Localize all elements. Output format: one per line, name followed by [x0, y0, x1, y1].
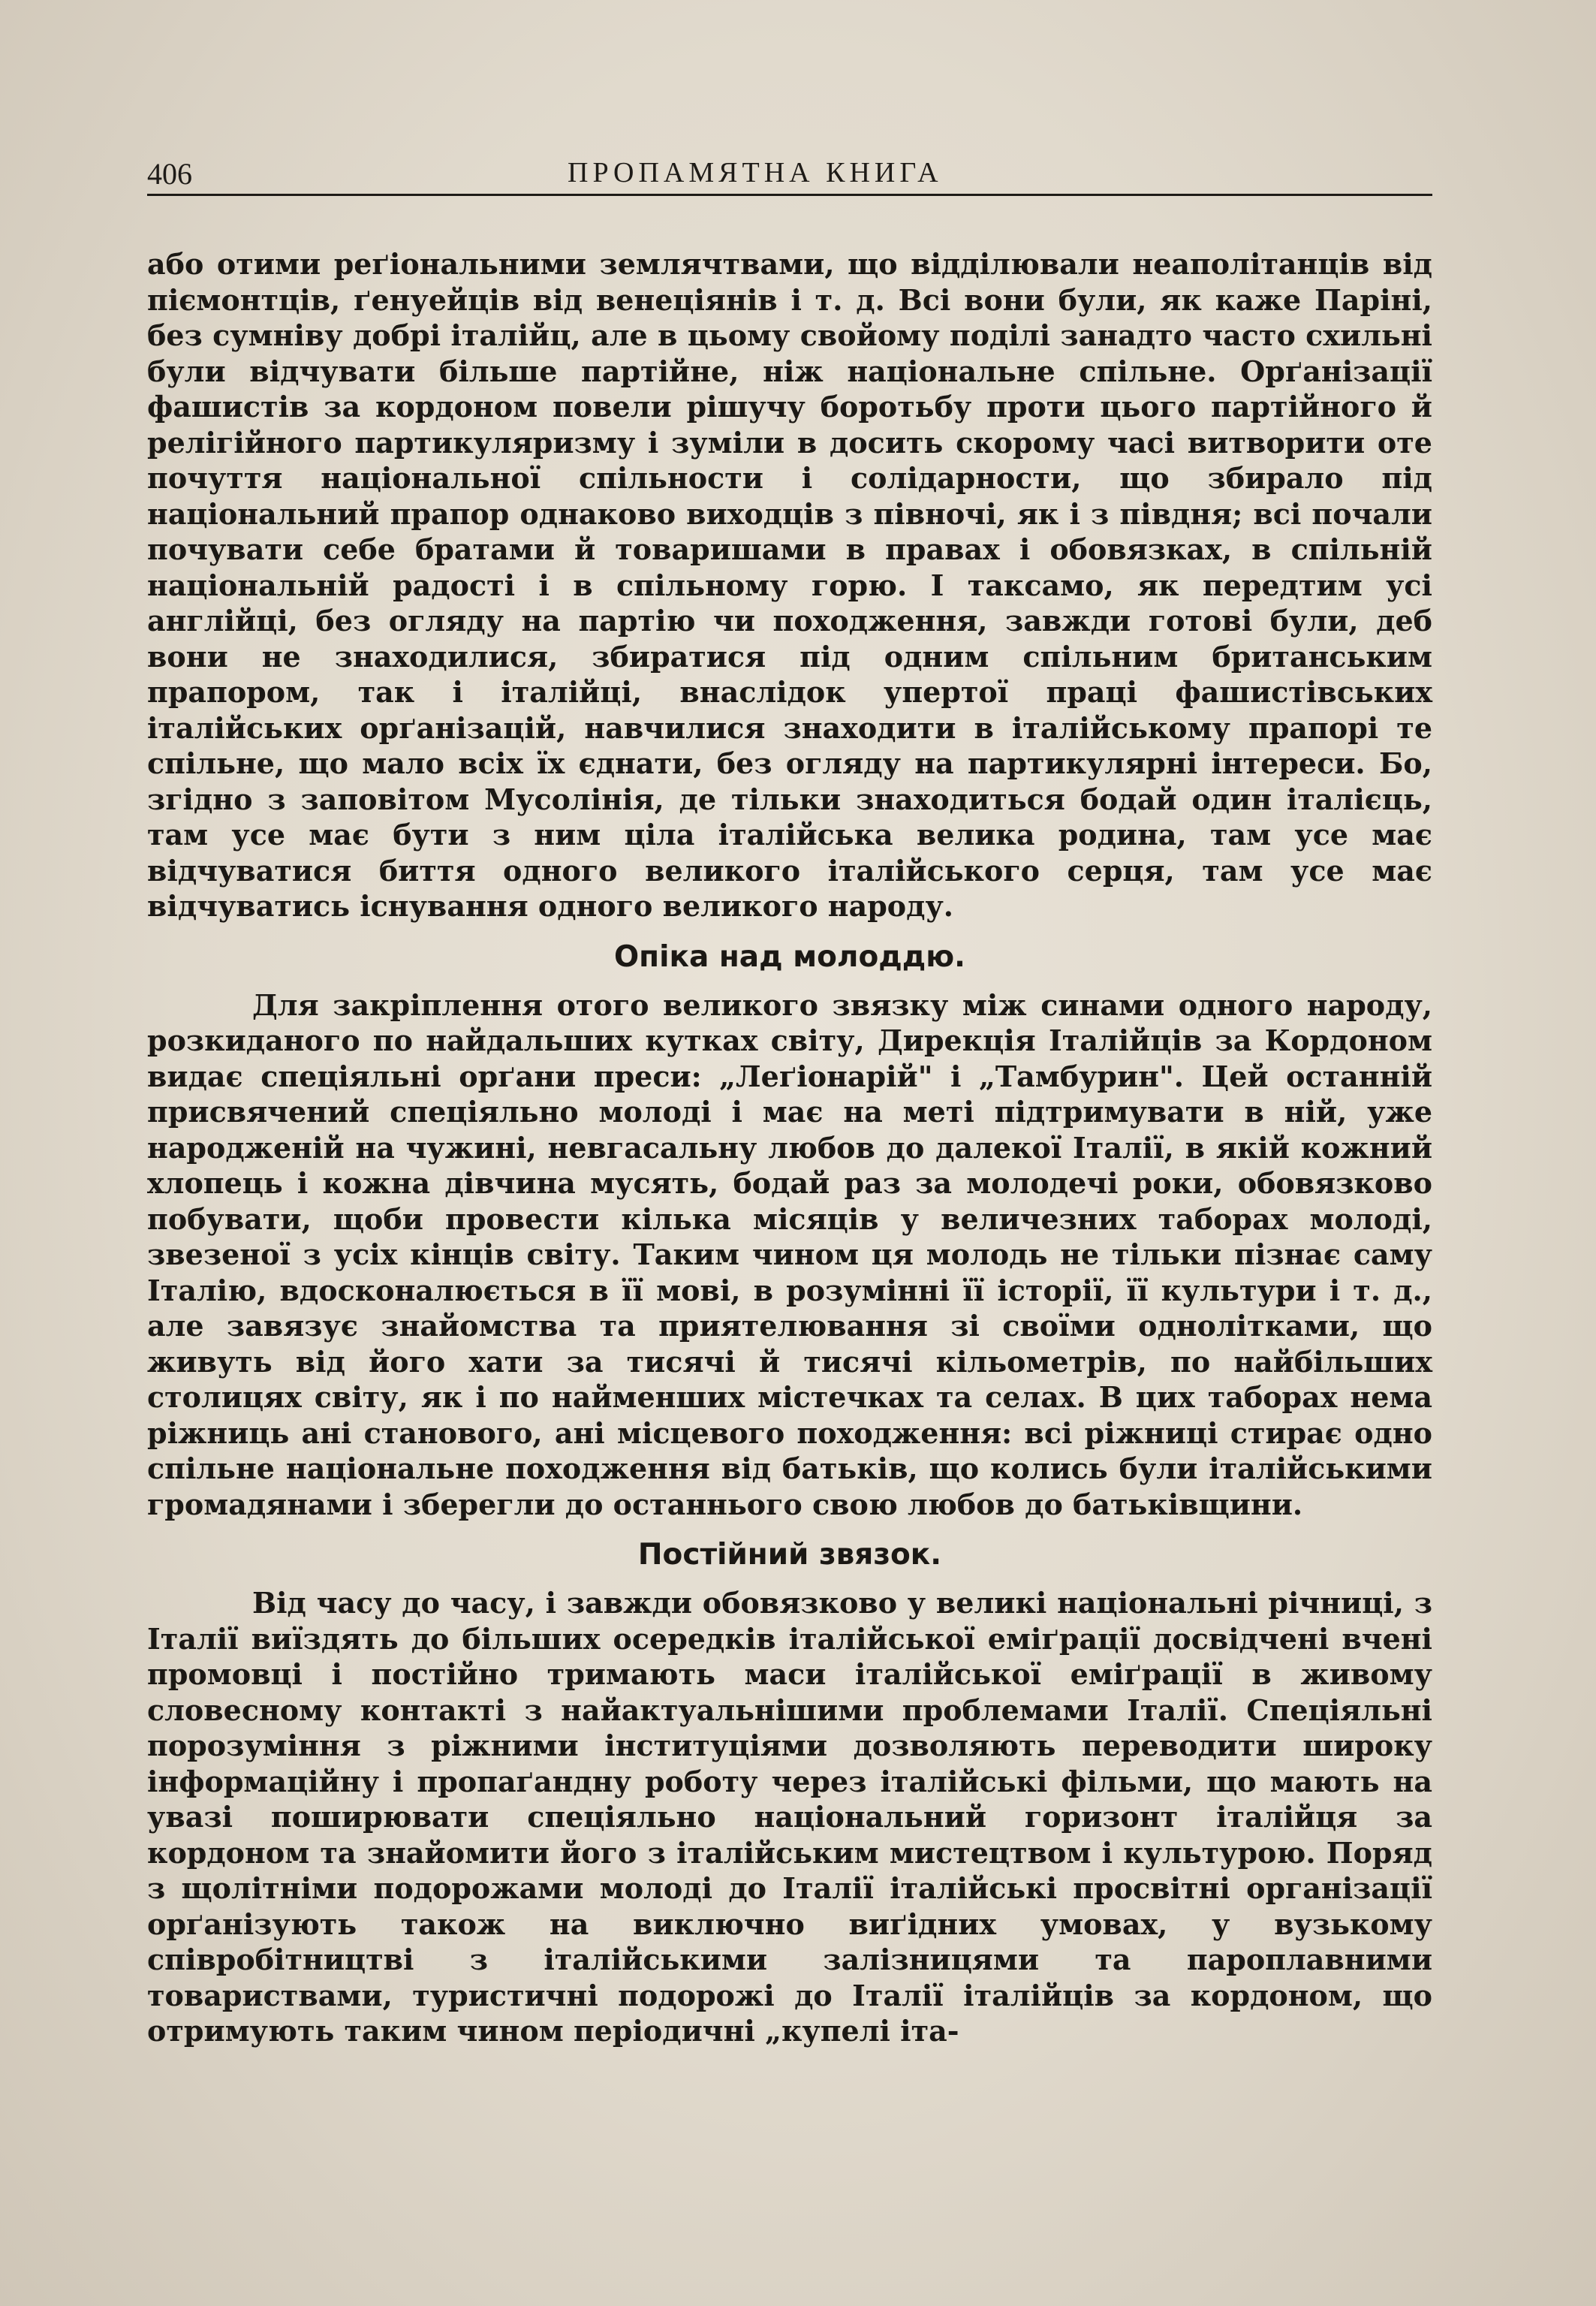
paragraph-2: Для закріплення отого великого звязку між синами одного народу, розкиданого по найдальших кутках світу, Дирекція Італійців за Кордоном видає спеціяльні орґани преси: „Леґіонарій" і „Тамбурин". Цей останній присвячений спеціяльно молоді і має на меті підтримувати в ній, уже народженій на чужині, невгасальну любов до далекої Італії, в якій кожний хлопець і кожна дівчина мусять, бодай раз за молодечі роки, обовязково побувати, щоби провести кілька місяців у величезних таборах молоді, звезеної з усіх кінців світу. Таким чином ця молодь не тільки пізнає саму Італію, вдосконалюється в її мові, в розумінні її історії, її культури і т. д., але завязує знайомства та приятелювання зі своїми однолітками, що живуть від його хати за тисячі й тисячі кільометрів, по найбільших столицях світу, як і по найменших містечках та селах. В цих таборах нема ріжниць ані станового, ані місцевого походження: всі ріжниці стирає одно спільне національне походження від батьків, що колись були італійськими громадянами і зберегли до останнього свою любов до батьківщини. — [147, 987, 1432, 1521]
page-header — [147, 150, 1432, 196]
section-heading-constant-link: Постійний звязок. — [637, 1538, 942, 1572]
paragraph-3: Від часу до часу, і завжди обовязково у великі національні річниці, з Італії виїздять до більших осередків італійської еміґрації досвідчені вчені промовці і постійно тримають маси італійської еміґрації в живому словесному контакті з найактуальнішими проблемами Італії. Спеціяльні порозуміння з ріжними інституціями дозволяють переводити широку інформаційну і пропаґандну роботу через італійські фільми, що мають на увазі поширювати спеціяльно національний горизонт італійця за кордоном та знайомити його з італійським мистецтвом і культурою. Поряд з щолітніми подорожами молоді до Італії італійські просвітні організації орґанізують також на виключно виґідних умовах, у вузькому співробітництві з італійськими залізницями та пароплавними товариствами, туристичні подорожі до Італії італійців за кордоном, що отримують таким чином періодичні „купелі іта- — [147, 1586, 1432, 2048]
page-body — [147, 246, 1432, 2049]
running-title: ПРОПАМЯТНА КНИГА — [568, 157, 943, 188]
page-number: 406 — [147, 157, 192, 191]
paragraph-1: або отими реґіональними землячтвами, що відділювали неаполітанців від піємонтців, ґенуейців від венеціянів і т. д. Всі вони були, як каже Паріні, без сумніву добрі італійц, але в цьому свойому поділі занадто часто схильні були відчувати більше партійне, ніж національне спільне. Орґанізації фашистів за кордоном повели рішучу боротьбу проти цього партійного й релігійного партикуляризму і зуміли в досить скорому часі витворити оте почуття національної спільности і солідарности, що збирало під національний прапор однаково виходців з півночі, як і з півдня; всі почали почувати себе братами й товаришами в правах і обовязках, в спільній національній радості і в спільному горю. І таксамо, як передтим усі англійці, без огляду на партію чи походження, завжди готові були, деб вони не знаходилися, збиратися під одним спільним британським прапором, так і італійці, внаслідок упертої праці фашистівських італійських орґанізацій, навчилися знаходити в італійському прапорі те спільне, що мало всіх їх єднати, без огляду на партикулярні інтереси. Бо, згідно з заповітом Мусолінія, де тільки знаходиться бодай один італієць, там усе має бути з ним ціла італійська велика родина, там усе має відчуватися биття одного великого італійського серця, там усе має відчуватись існування одного великого народу. — [147, 247, 1432, 923]
section-heading-youth-care: Опіка над молоддю. — [614, 939, 965, 974]
